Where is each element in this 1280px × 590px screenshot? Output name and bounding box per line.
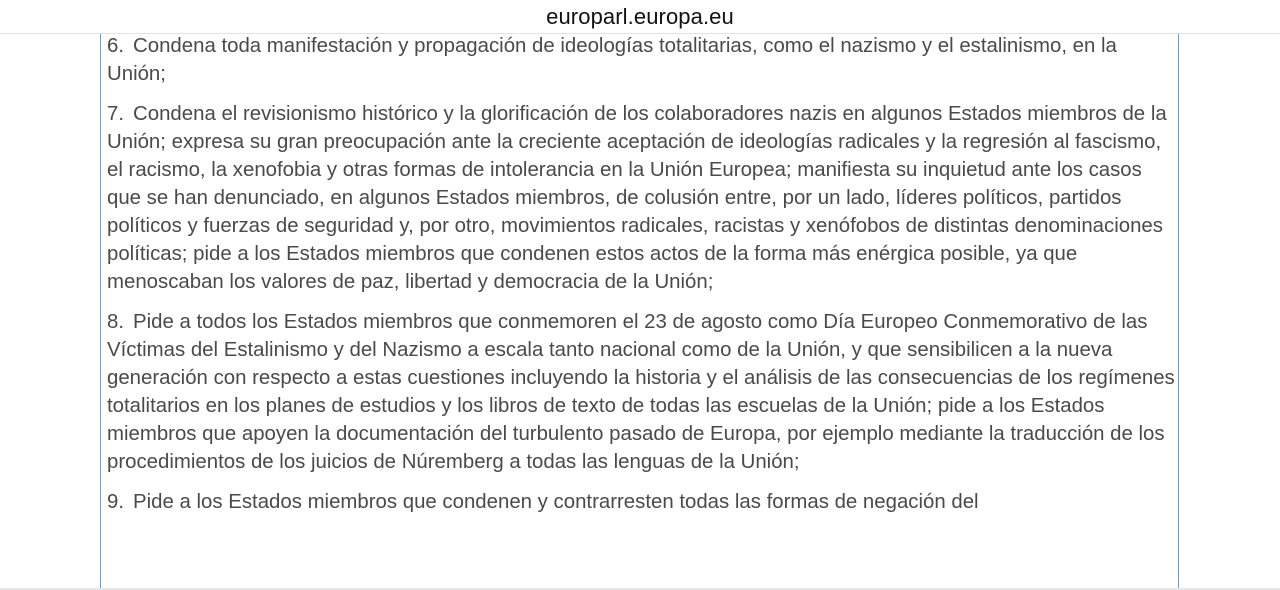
paragraph-text: Pide a todos los Estados miembros que conmemoren el 23 de agosto como Día Europeo Conmemorativo de las Víctimas del Estalinismo y del Nazismo a escala tanto nacional como de la Unión, y que sensibilicen a la nueva generación con respecto a estas cuestiones incluyendo la historia y el análisis de las consecuencias de los regímenes totalitarios en los planes de estudios y los libros de texto de todas las escuelas de la Unión; pide a los Estados miembros que apoyen la documentación del turbulento pasado de Europa, por ejemplo mediante la traducción de los procedimientos de los juicios de Núremberg a todas las lenguas de la Unión;	[107, 311, 1175, 473]
paragraph-number: 9.	[107, 491, 125, 513]
paragraph-8	[107, 308, 1175, 476]
paragraph-9	[107, 488, 1175, 516]
document-body	[107, 12, 1175, 528]
paragraph-number: 6.	[107, 35, 125, 57]
paragraph-text: Condena toda manifestación y propagación de ideologías totalitarias, como el nazismo y el estalinismo, en la Unión;	[107, 35, 1117, 85]
paragraph-7	[107, 100, 1175, 296]
address-bar[interactable]	[0, 0, 1280, 34]
paragraph-text: Pide a los Estados miembros que condenen y contrarresten todas las formas de negación del	[133, 491, 979, 513]
paragraph-text: Condena el revisionismo histórico y la glorificación de los colaboradores nazis en algunos Estados miembros de la Unión; expresa su gran preocupación ante la creciente aceptación de ideologías radicales y la regresión al fascismo, el racismo, la xenofobia y otras formas de intolerancia en la Unión Europea; manifiesta su inquietud ante los casos que se han denunciado, en algunos Estados miembros, de colusión entre, por un lado, líderes políticos, partidos políticos y fuerzas de seguridad y, por otro, movimientos radicales, racistas y xenófobos de distintas denominaciones políticas; pide a los Estados miembros que condenen estos actos de la forma más enérgica posible, ya que menoscaban los valores de paz, libertad y democracia de la Unión;	[107, 103, 1167, 293]
document-frame	[100, 0, 1179, 590]
paragraph-number: 8.	[107, 311, 125, 333]
paragraph-number: 7.	[107, 103, 125, 125]
paragraph-6	[107, 32, 1175, 88]
url-text[interactable]: europarl.europa.eu	[546, 3, 734, 29]
